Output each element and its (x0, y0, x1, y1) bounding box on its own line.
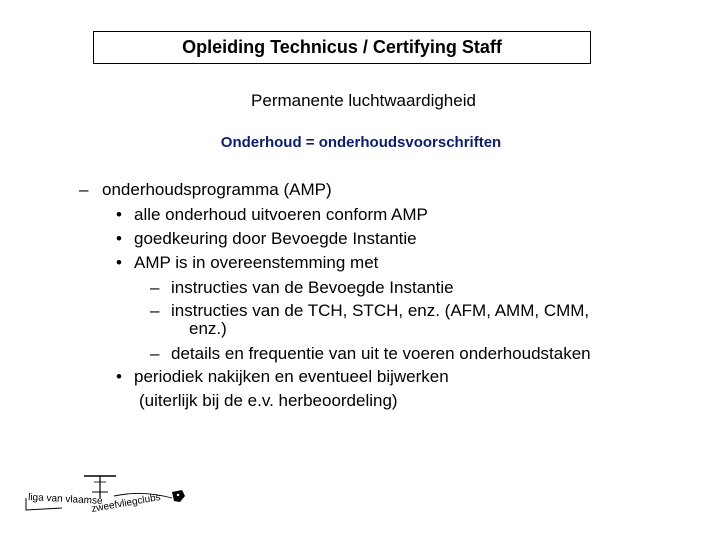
dot-marker: • (116, 253, 122, 272)
club-logo (22, 468, 190, 524)
dash-marker: – (150, 344, 160, 363)
slide-title: Opleiding Technicus / Certifying Staff (182, 37, 502, 57)
dot-marker: • (116, 229, 122, 248)
list-item-bullet: AMP is in overeenstemming met (134, 253, 379, 272)
section-heading: Onderhoud = onderhoudsvoorschriften (220, 134, 502, 151)
dash-marker: – (150, 278, 160, 297)
list-sub-item: instructies van de Bevoegde Instantie (171, 278, 454, 297)
list-item-bullet: goedkeuring door Bevoegde Instantie (134, 229, 417, 248)
list-item-bullet: alle onderhoud uitvoeren conform AMP (134, 205, 428, 224)
svg-text:zweefvliegclubs: zweefvliegclubs (90, 491, 162, 515)
list-item-bullet: periodiek nakijken en eventueel bijwerken (134, 367, 449, 386)
slide-subtitle: Permanente luchtwaardigheid (251, 91, 476, 110)
dot-marker: • (116, 205, 122, 224)
list-sub-item-continuation: enz.) (189, 319, 227, 338)
list-sub-item: instructies van de TCH, STCH, enz. (AFM, AMM, CMM, (171, 301, 590, 320)
list-sub-item: details en frequentie van uit te voeren onderhoudstaken (171, 344, 591, 363)
dash-marker: – (79, 180, 89, 199)
list-item-amp: onderhoudsprogramma (AMP) (102, 180, 332, 199)
svg-text:liga van vlaamse: liga van vlaamse (27, 492, 103, 507)
list-item-continuation: (uiterlijk bij de e.v. herbeoordeling) (139, 391, 398, 410)
dash-marker: – (150, 301, 160, 320)
lion-emblem-icon (172, 490, 185, 502)
dot-marker: • (116, 367, 122, 386)
